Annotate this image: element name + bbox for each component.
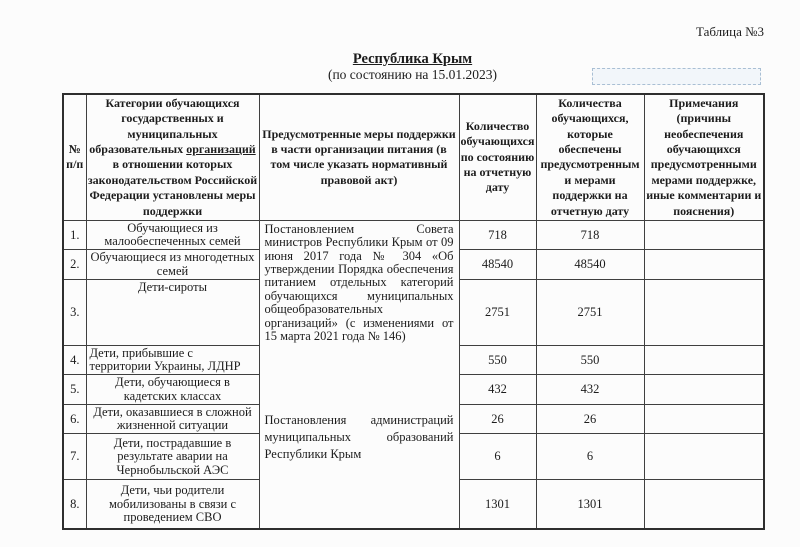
legal-act-cell-rows-1-3: Постановлением Совета министров Республики Крым от 09 июня 2017 года № 304 «Об утверждении Порядка обеспечения питанием отдельных категорий обучающихся муниципальных общеобразовательных организаций» (с изменениями от 15 марта 2021 года № 146) xyxy=(259,220,459,345)
count-provided-cell: 432 xyxy=(536,375,644,405)
category-cell: Дети, оказавшиеся в сложной жизненной ситуации xyxy=(86,404,259,434)
category-cell: Обучающиеся из многодетных семей xyxy=(86,250,259,280)
count-provided-cell: 2751 xyxy=(536,279,644,345)
count-total-cell: 432 xyxy=(459,375,536,405)
count-provided-cell: 6 xyxy=(536,434,644,480)
legal-act-cell-rows-4-8: Постановления администраций муниципальных образований Республики Крым xyxy=(259,345,459,529)
row-number: 5. xyxy=(63,375,86,405)
count-provided-cell: 1301 xyxy=(536,480,644,529)
note-cell xyxy=(644,375,764,405)
category-cell: Дети-сироты xyxy=(86,279,259,345)
count-total-cell: 48540 xyxy=(459,250,536,280)
note-cell xyxy=(644,434,764,480)
empty-form-field[interactable] xyxy=(592,68,761,85)
category-cell: Дети, пострадавшие в результате аварии на Чернобыльской АЭС xyxy=(86,434,259,480)
support-measures-table xyxy=(62,93,765,530)
note-cell xyxy=(644,480,764,529)
row-number: 2. xyxy=(63,250,86,280)
count-total-cell: 6 xyxy=(459,434,536,480)
document-subtitle: (по состоянию на 15.01.2023) xyxy=(327,67,498,83)
note-cell xyxy=(644,404,764,434)
count-provided-cell: 26 xyxy=(536,404,644,434)
col-header-measures: Предусмотренные меры поддержки в части организации питания (в том числе указать нормативный правовой акт) xyxy=(259,94,459,220)
col-header-category-underlined: организаций xyxy=(186,142,256,157)
col-header-category-text-after: в отношении которых законодательством Российской Федерации установлены меры поддержки xyxy=(87,157,258,218)
count-provided-cell: 48540 xyxy=(536,250,644,280)
table-row xyxy=(63,345,764,375)
row-number: 7. xyxy=(63,434,86,480)
col-header-count-provided: Количества обучающихся, которые обеспечены предусмотренными мерами поддержки на отчетную дату xyxy=(536,94,644,220)
count-total-cell: 26 xyxy=(459,404,536,434)
col-header-notes: Примечания (причины необеспечения обучающихся предусмотренными мерами поддержке, иные комментарии и пояснения) xyxy=(644,94,764,220)
count-total-cell: 2751 xyxy=(459,279,536,345)
table-number-label: Таблица №3 xyxy=(695,24,764,39)
note-cell xyxy=(644,250,764,280)
col-header-count-total: Количество обучающихся по состоянию на отчетную дату xyxy=(459,94,536,220)
count-provided-cell: 550 xyxy=(536,345,644,375)
count-total-cell: 550 xyxy=(459,345,536,375)
note-cell xyxy=(644,279,764,345)
row-number: 3. xyxy=(63,279,86,345)
count-provided-cell: 718 xyxy=(536,220,644,250)
table-row xyxy=(63,220,764,250)
count-total-cell: 718 xyxy=(459,220,536,250)
document-title: Республика Крым xyxy=(352,51,473,67)
header-row xyxy=(63,94,764,220)
category-cell: Обучающиеся из малообеспеченных семей xyxy=(86,220,259,250)
col-header-category xyxy=(86,94,259,220)
col-header-category-text: Категории обучающихся государственных и муниципальных образовательных xyxy=(89,96,240,157)
row-number: 6. xyxy=(63,404,86,434)
note-cell xyxy=(644,220,764,250)
row-number: 1. xyxy=(63,220,86,250)
category-cell: Дети, чьи родители мобилизованы в связи с проведением СВО xyxy=(86,480,259,529)
row-number: 8. xyxy=(63,480,86,529)
count-total-cell: 1301 xyxy=(459,480,536,529)
category-cell: Дети, прибывшие с территории Украины, ЛДНР xyxy=(86,345,259,375)
note-cell xyxy=(644,345,764,375)
col-header-num: № п/п xyxy=(63,94,86,220)
row-number: 4. xyxy=(63,345,86,375)
category-cell: Дети, обучающиеся в кадетских классах xyxy=(86,375,259,405)
